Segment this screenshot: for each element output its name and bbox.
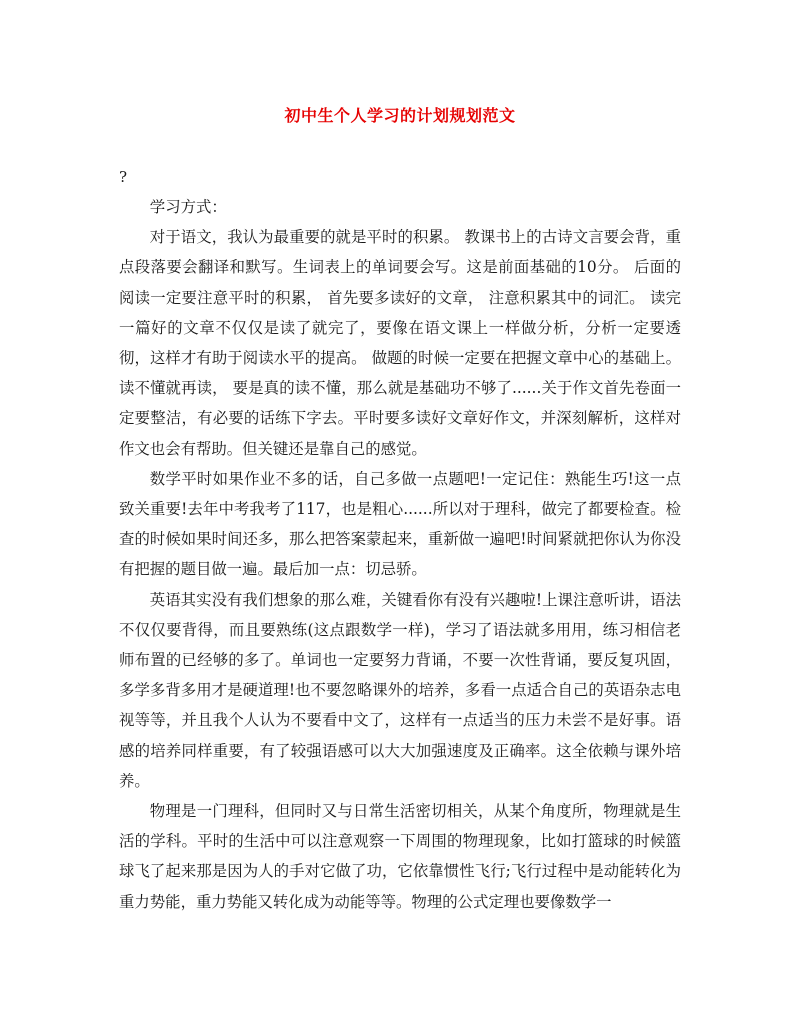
paragraph-physics: 物理是一门理科，但同时又与日常生活密切相关，从某个角度所，物理就是生活的学科。平时的生活中可以注意观察一下周围的物理现象，比如打篮球的时候篮球飞了起来那是因为人的手对它做了功，它依靠惯性飞行;飞行过程中是动能转化为重力势能，重力势能又转化成为动能等等。物理的公式定理也要像数学一 — [119, 802, 681, 911]
document-body — [119, 192, 681, 917]
paragraph-study-methods-heading: 学习方式： — [149, 198, 227, 216]
unknown-glyph-marker: ? — [119, 168, 128, 186]
paragraph-chinese: 对于语文，我认为最重要的就是平时的积累。 教课书上的古诗文言要会背，重点段落要会翻译和默写。生词表上的单词要会写。这是前面基础的10分。 后面的阅读一定要注意平时的积累， 首先要多读好的文章， 注意积累其中的词汇。 读完一篇好的文章不仅仅是读了就完了，要像在语文课上一样做分析，分析一定要透彻，这样才有助于阅读水平的提高。 做题的时候一定要在把握文章中心的基础上。 读不懂就再读， 要是真的读不懂，那么就是基础功不够了......关于作文首先卷面一定要整洁，有必要的话练下字去。平时要多读好文章好作文，并深刻解析，这样对作文也会有帮助。但关键还是靠自己的感觉。 — [119, 228, 681, 458]
document-title: 初中生个人学习的计划规划范文 — [284, 106, 516, 125]
paragraph-english: 英语其实没有我们想象的那么难，关键看你有没有兴趣啦!上课注意听讲，语法不仅仅要背得，而且要熟练(这点跟数学一样)，学习了语法就多用用，练习相信老师布置的已经够的多了。单词也一定要努力背诵，不要一次性背诵，要反复巩固，多学多背多用才是硬道理!也不要忽略课外的培养，多看一点适合自己的英语杂志电视等等，并且我个人认为不要看中文了，这样有一点适当的压力未尝不是好事。语感的培养同样重要，有了较强语感可以大大加强速度及正确率。这全依赖与课外培养。 — [119, 590, 681, 790]
paragraph-math: 数学平时如果作业不多的话，自己多做一点题吧!一定记住：熟能生巧!这一点致关重要!去年中考我考了117，也是粗心......所以对于理科，做完了都要检查。检查的时候如果时间还多，那么把答案蒙起来，重新做一遍吧!时间紧就把你认为你没有把握的题目做一遍。最后加一点：切忌骄。 — [119, 469, 681, 579]
